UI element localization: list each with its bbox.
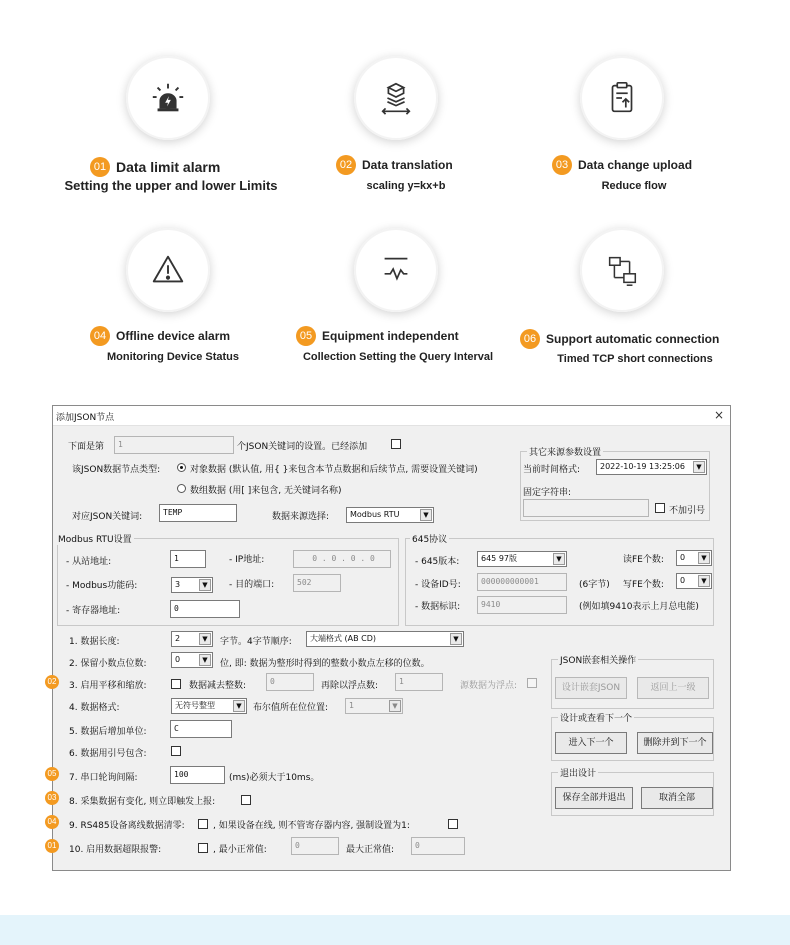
data-source-select[interactable]: Modbus RTU ▼ bbox=[346, 507, 434, 523]
feature-sub-3: Reduce flow bbox=[601, 180, 667, 192]
json-keyword-input[interactable]: TEMP bbox=[159, 504, 237, 522]
marker-02: 02 bbox=[45, 675, 59, 689]
delete-and-next-button[interactable]: 删除并到下一个 bbox=[637, 732, 713, 754]
version-645-label: - 645版本: bbox=[415, 557, 460, 567]
row6-label: 6. 数据用引号包含: bbox=[69, 749, 147, 759]
dialog-titlebar bbox=[53, 406, 730, 426]
node-type-label: 该JSON数据节点类型: bbox=[72, 465, 161, 475]
added-checkbox[interactable] bbox=[391, 439, 401, 449]
feature-sub-2: scaling y=kx+b bbox=[366, 180, 446, 192]
chevron-down-icon: ▼ bbox=[199, 633, 211, 645]
feature-title-2: 02 Data translation bbox=[336, 155, 453, 175]
node-index-field: 1 bbox=[114, 436, 234, 454]
bool-bit-select[interactable]: 1 ▼ bbox=[345, 698, 403, 714]
feature-title-4: 04 Offline device alarm bbox=[90, 326, 230, 346]
scale-offset-checkbox[interactable] bbox=[171, 679, 181, 689]
version-645-select[interactable]: 645 97版 ▼ bbox=[477, 551, 567, 567]
read-fe-label: 读FE个数: bbox=[623, 555, 664, 565]
feature-icon-2 bbox=[354, 56, 438, 140]
feature-icon-4 bbox=[126, 228, 210, 312]
time-format-label: 当前时间格式: bbox=[523, 465, 581, 475]
chevron-down-icon: ▼ bbox=[420, 509, 432, 521]
feature-icon-6 bbox=[580, 228, 664, 312]
add-json-node-dialog bbox=[47, 405, 731, 871]
max-value-input[interactable]: 0 bbox=[411, 837, 465, 855]
row2-label: 2. 保留小数点位数: bbox=[69, 659, 147, 669]
upload-icon bbox=[603, 79, 641, 117]
row4-label: 4. 数据格式: bbox=[69, 703, 120, 713]
bool-bit-label: 布尔值所在位位置: bbox=[253, 703, 329, 713]
subtract-input[interactable]: 0 bbox=[266, 673, 314, 691]
row9-hint: , 如果设备在线, 则不管寄存器内容, 强制设置为1: bbox=[213, 821, 410, 831]
unit-input[interactable]: C bbox=[170, 720, 232, 738]
back-level-button[interactable]: 返回上一级 bbox=[637, 677, 709, 699]
fixed-string-input[interactable] bbox=[523, 499, 649, 517]
protocol-645-group-label: 645协议 bbox=[410, 532, 449, 545]
marker-05: 05 bbox=[45, 767, 59, 781]
source-float-label: 源数据为浮点: bbox=[460, 681, 518, 691]
feature-number-5: 05 bbox=[296, 326, 316, 346]
no-quote-checkbox[interactable] bbox=[655, 503, 665, 513]
read-fe-select[interactable]: 0 ▼ bbox=[676, 550, 712, 566]
close-icon[interactable]: × bbox=[713, 408, 724, 422]
chevron-down-icon: ▼ bbox=[698, 552, 710, 564]
json-nesting-group-label: JSON嵌套相关操作 bbox=[558, 653, 638, 666]
data-length-select[interactable]: 2 ▼ bbox=[171, 631, 213, 647]
chevron-down-icon: ▼ bbox=[199, 654, 211, 666]
no-quote-label: 不加引号 bbox=[669, 506, 706, 516]
min-value-input[interactable]: 0 bbox=[291, 837, 339, 855]
data-mark-hint: (例如填9410表示上月总电能) bbox=[579, 602, 699, 612]
marker-04: 04 bbox=[45, 815, 59, 829]
other-source-group-label: 其它来源参数设置 bbox=[527, 445, 603, 458]
poll-interval-input[interactable]: 100 bbox=[170, 766, 225, 784]
device-id-label: - 设备ID号: bbox=[415, 580, 461, 590]
row9-label: 9. RS485设备离线数据清零: bbox=[69, 821, 185, 831]
feature-title-6: 06 Support automatic connection bbox=[520, 329, 719, 349]
feature-number-4: 04 bbox=[90, 326, 110, 346]
translation-icon bbox=[377, 79, 415, 117]
time-format-select[interactable]: 2022-10-19 13:25:06 ▼ bbox=[596, 459, 707, 475]
feature-icon-3 bbox=[580, 56, 664, 140]
modbus-function-label: - Modbus功能码: bbox=[66, 581, 138, 591]
change-report-checkbox[interactable] bbox=[241, 795, 251, 805]
decimal-hint: 位, 即: 数据为整形时得到的整数小数点左移的位数。 bbox=[220, 659, 430, 669]
register-address-label: - 寄存器地址: bbox=[66, 606, 121, 616]
register-address-input[interactable]: 0 bbox=[170, 600, 240, 618]
json-keyword-label: 对应JSON关键词: bbox=[72, 512, 143, 522]
data-format-select[interactable]: 无符号整型 ▼ bbox=[171, 698, 247, 714]
node-index-suffix: 个JSON关键词的设置。已经添加 bbox=[237, 442, 368, 452]
node-type-array-radio[interactable] bbox=[177, 484, 186, 493]
dest-port-input[interactable]: 502 bbox=[293, 574, 341, 592]
max-value-label: 最大正常值: bbox=[346, 845, 395, 855]
device-id-hint: (6字节) bbox=[579, 580, 610, 590]
row7-label: 7. 串口轮询间隔: bbox=[69, 773, 138, 783]
network-icon bbox=[603, 251, 641, 289]
marker-03: 03 bbox=[45, 791, 59, 805]
feature-icon-1 bbox=[126, 56, 210, 140]
feature-sub-4: Monitoring Device Status bbox=[106, 351, 240, 363]
next-node-group-label: 设计或查看下一个 bbox=[558, 711, 634, 724]
alarm-icon bbox=[149, 79, 187, 117]
feature-number-3: 03 bbox=[552, 155, 572, 175]
feature-number-1: 01 bbox=[90, 157, 110, 177]
subtract-label: 数据减去整数: bbox=[189, 681, 247, 691]
ip-address-label: - IP地址: bbox=[229, 555, 265, 565]
row5-label: 5. 数据后增加单位: bbox=[69, 727, 147, 737]
write-fe-label: 写FE个数: bbox=[623, 580, 664, 590]
device-id-input[interactable]: 000000000001 bbox=[477, 573, 567, 591]
marker-01: 01 bbox=[45, 839, 59, 853]
slave-address-input[interactable]: 1 bbox=[170, 550, 206, 568]
feature-number-6: 06 bbox=[520, 329, 540, 349]
next-button[interactable]: 进入下一个 bbox=[555, 732, 627, 754]
chevron-down-icon: ▼ bbox=[553, 553, 565, 565]
modbus-group-label: Modbus RTU设置 bbox=[56, 532, 134, 545]
feature-sub-1: Setting the upper and lower Limits bbox=[64, 178, 278, 193]
dest-port-label: - 目的端口: bbox=[229, 580, 275, 590]
byte-order-label: 字节。4字节顺序: bbox=[220, 637, 292, 647]
feature-title-5: 05 Equipment independent bbox=[296, 326, 459, 346]
divide-label: 再除以浮点数: bbox=[321, 681, 379, 691]
decimal-places-select[interactable]: 0 ▼ bbox=[171, 652, 213, 668]
modbus-function-select[interactable]: 3 ▼ bbox=[171, 577, 213, 593]
feature-title-1: 01 Data limit alarm bbox=[90, 157, 220, 177]
data-source-label: 数据来源选择: bbox=[272, 512, 330, 522]
exit-design-group-label: 退出设计 bbox=[558, 766, 598, 779]
fixed-string-label: 固定字符串: bbox=[523, 488, 572, 498]
warning-icon bbox=[149, 251, 187, 289]
save-all-exit-button[interactable]: 保存全部并退出 bbox=[555, 787, 633, 809]
force-one-checkbox[interactable] bbox=[448, 819, 458, 829]
chevron-down-icon: ▼ bbox=[698, 575, 710, 587]
chevron-down-icon: ▼ bbox=[389, 700, 401, 712]
offline-clear-checkbox[interactable] bbox=[198, 819, 208, 829]
byte-order-select[interactable]: 大端格式 (AB CD) ▼ bbox=[306, 631, 464, 647]
feature-sub-5: Collection Setting the Query Interval bbox=[302, 351, 494, 363]
footer-band bbox=[0, 915, 790, 945]
feature-number-2: 02 bbox=[336, 155, 356, 175]
data-mark-label: - 数据标识: bbox=[415, 602, 461, 612]
write-fe-select[interactable]: 0 ▼ bbox=[676, 573, 712, 589]
node-index-prefix: 下面是第 bbox=[68, 442, 105, 452]
slave-address-label: - 从站地址: bbox=[66, 557, 112, 567]
dialog-title: 添加JSON节点 bbox=[56, 413, 115, 423]
feature-sub-6: Timed TCP short connections bbox=[557, 353, 713, 365]
chevron-down-icon: ▼ bbox=[199, 579, 211, 591]
interval-icon bbox=[377, 251, 415, 289]
feature-icon-5 bbox=[354, 228, 438, 312]
row1-label: 1. 数据长度: bbox=[69, 637, 120, 647]
chevron-down-icon: ▼ bbox=[450, 633, 462, 645]
row3-label: 3. 启用平移和缩放: bbox=[69, 681, 147, 691]
node-type-object-label: 对象数据 (默认值, 用{ }来包含本节点数据和后续节点, 需要设置关键词) bbox=[190, 465, 478, 475]
quote-checkbox[interactable] bbox=[171, 746, 181, 756]
feature-title-3: 03 Data change upload bbox=[552, 155, 692, 175]
row8-label: 8. 采集数据有变化, 则立即触发上报: bbox=[69, 797, 216, 807]
node-type-array-label: 数组数据 (用[ ]来包含, 无关键词名称) bbox=[190, 486, 342, 496]
design-nested-json-button[interactable]: 设计嵌套JSON bbox=[555, 677, 627, 699]
source-float-checkbox[interactable] bbox=[527, 678, 537, 688]
ip-address-input[interactable]: 0 . 0 . 0 . 0 bbox=[293, 550, 391, 568]
poll-interval-hint: (ms)必须大于10ms。 bbox=[229, 773, 320, 783]
data-mark-input[interactable]: 9410 bbox=[477, 596, 567, 614]
chevron-down-icon: ▼ bbox=[233, 700, 245, 712]
node-type-object-radio[interactable] bbox=[177, 463, 186, 472]
min-value-label: , 最小正常值: bbox=[213, 845, 267, 855]
chevron-down-icon: ▼ bbox=[693, 461, 705, 473]
limit-alarm-checkbox[interactable] bbox=[198, 843, 208, 853]
row10-label: 10. 启用数据超限报警: bbox=[69, 845, 162, 855]
divide-input[interactable]: 1 bbox=[395, 673, 443, 691]
cancel-all-button[interactable]: 取消全部 bbox=[641, 787, 713, 809]
